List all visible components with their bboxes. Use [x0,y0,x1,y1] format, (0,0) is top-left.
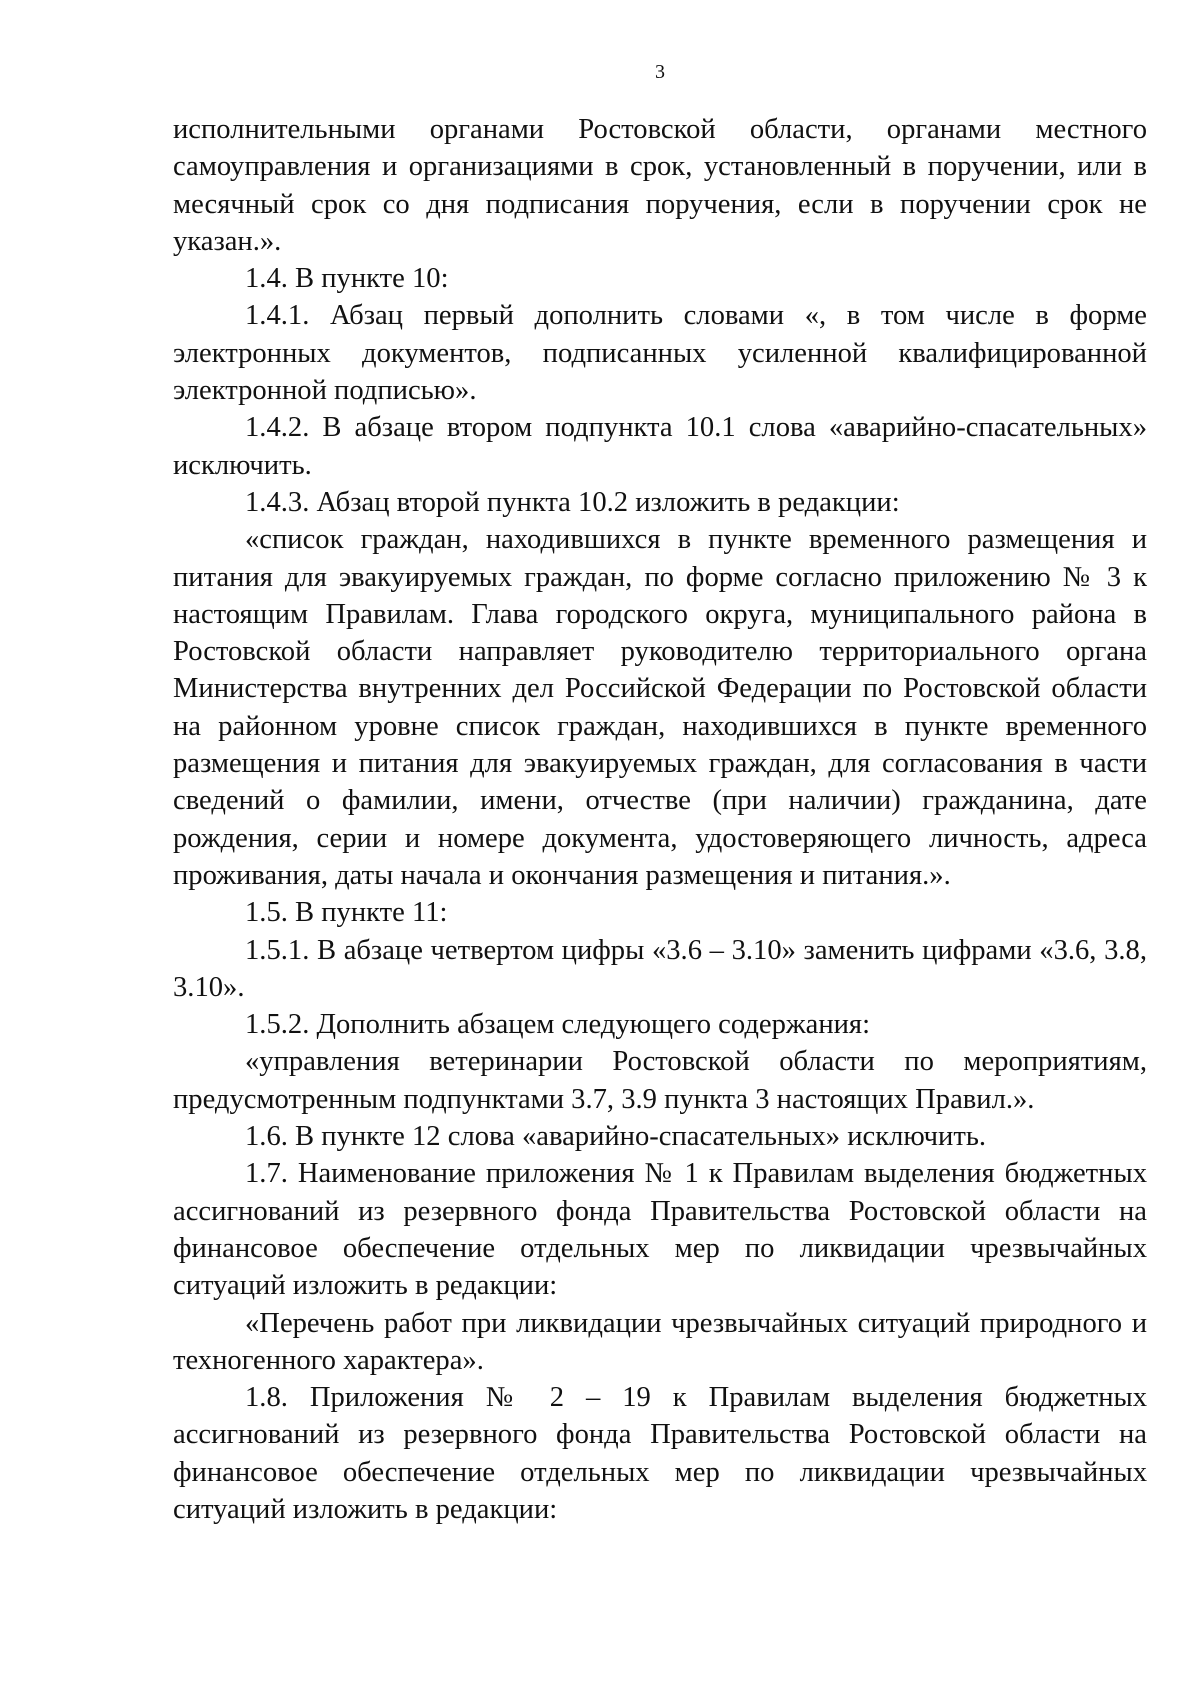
paragraph-1-7: 1.7. Наименование приложения № 1 к Правилам выделения бюджетных ассигнований из резервного фонда Правительства Ростовской области на финансовое обеспечение отдельных мер по ликвидации чрезвычайных ситуаций изложить в редакции: [173,1158,1147,1302]
paragraph-quoted-list: «список граждан, находившихся в пункте временного размещения и питания для эвакуируемых граждан, по форме согласно приложению № 3 к настоящим Правилам. Глава городского округа, муниципального района в Ростовской области направляет руководителю территориального органа Министерства внутренних дел Российской Федерации по Ростовской области на районном уровне список граждан, находившихся в пункте временного размещения и питания для эвакуируемых граждан, для согласования в части сведений о фамилии, имени, отчестве (при наличии) гражданина, дате рождения, серии и номере документа, удостоверяющего личность, адреса проживания, даты начала и окончания размещения и питания.». [173,524,1147,891]
paragraph-quoted-list-of-works: «Перечень работ при ликвидации чрезвычайных ситуаций природного и техногенного характера». [173,1307,1147,1376]
paragraph-1-5: 1.5. В пункте 11: [245,897,448,929]
paragraph-1-4-1: 1.4.1. Абзац первый дополнить словами «, в том числе в форме электронных документов, подписанных усиленной квалифицированной электронной подписью». [173,300,1147,407]
document-body [173,111,1147,1528]
paragraph-1-8: 1.8. Приложения № 2 – 19 к Правилам выделения бюджетных ассигнований из резервного фонда Правительства Ростовской области на финансовое обеспечение отдельных мер по ликвидации чрезвычайных ситуаций изложить в редакции: [173,1382,1147,1525]
paragraph-1-4-2: 1.4.2. В абзаце втором подпункта 10.1 слова «аварийно-спасательных» исключить. [173,412,1147,481]
paragraph-1-4: 1.4. В пункте 10: [245,263,449,295]
paragraph-1-5-2: 1.5.2. Дополнить абзацем следующего содержания: [245,1009,871,1041]
paragraph-continuation: исполнительными органами Ростовской области, органами местного самоуправления и организациями в срок, установленный в поручении, или в месячный срок со дня подписания поручения, если в поручении срок не указан.». [173,114,1147,257]
page-number: 3 [655,61,665,83]
paragraph-1-5-1: 1.5.1. В абзаце четвертом цифры «3.6 – 3.10» заменить цифрами «3.6, 3.8, 3.10». [173,934,1147,1003]
paragraph-quoted-veterinary: «управления ветеринарии Ростовской области по мероприятиям, предусмотренным подпунктами 3.7, 3.9 пункта 3 настоящих Правил.». [173,1046,1147,1115]
paragraph-1-6: 1.6. В пункте 12 слова «аварийно-спасательных» исключить. [245,1121,987,1153]
paragraph-1-4-3: 1.4.3. Абзац второй пункта 10.2 изложить в редакции: [245,486,900,518]
